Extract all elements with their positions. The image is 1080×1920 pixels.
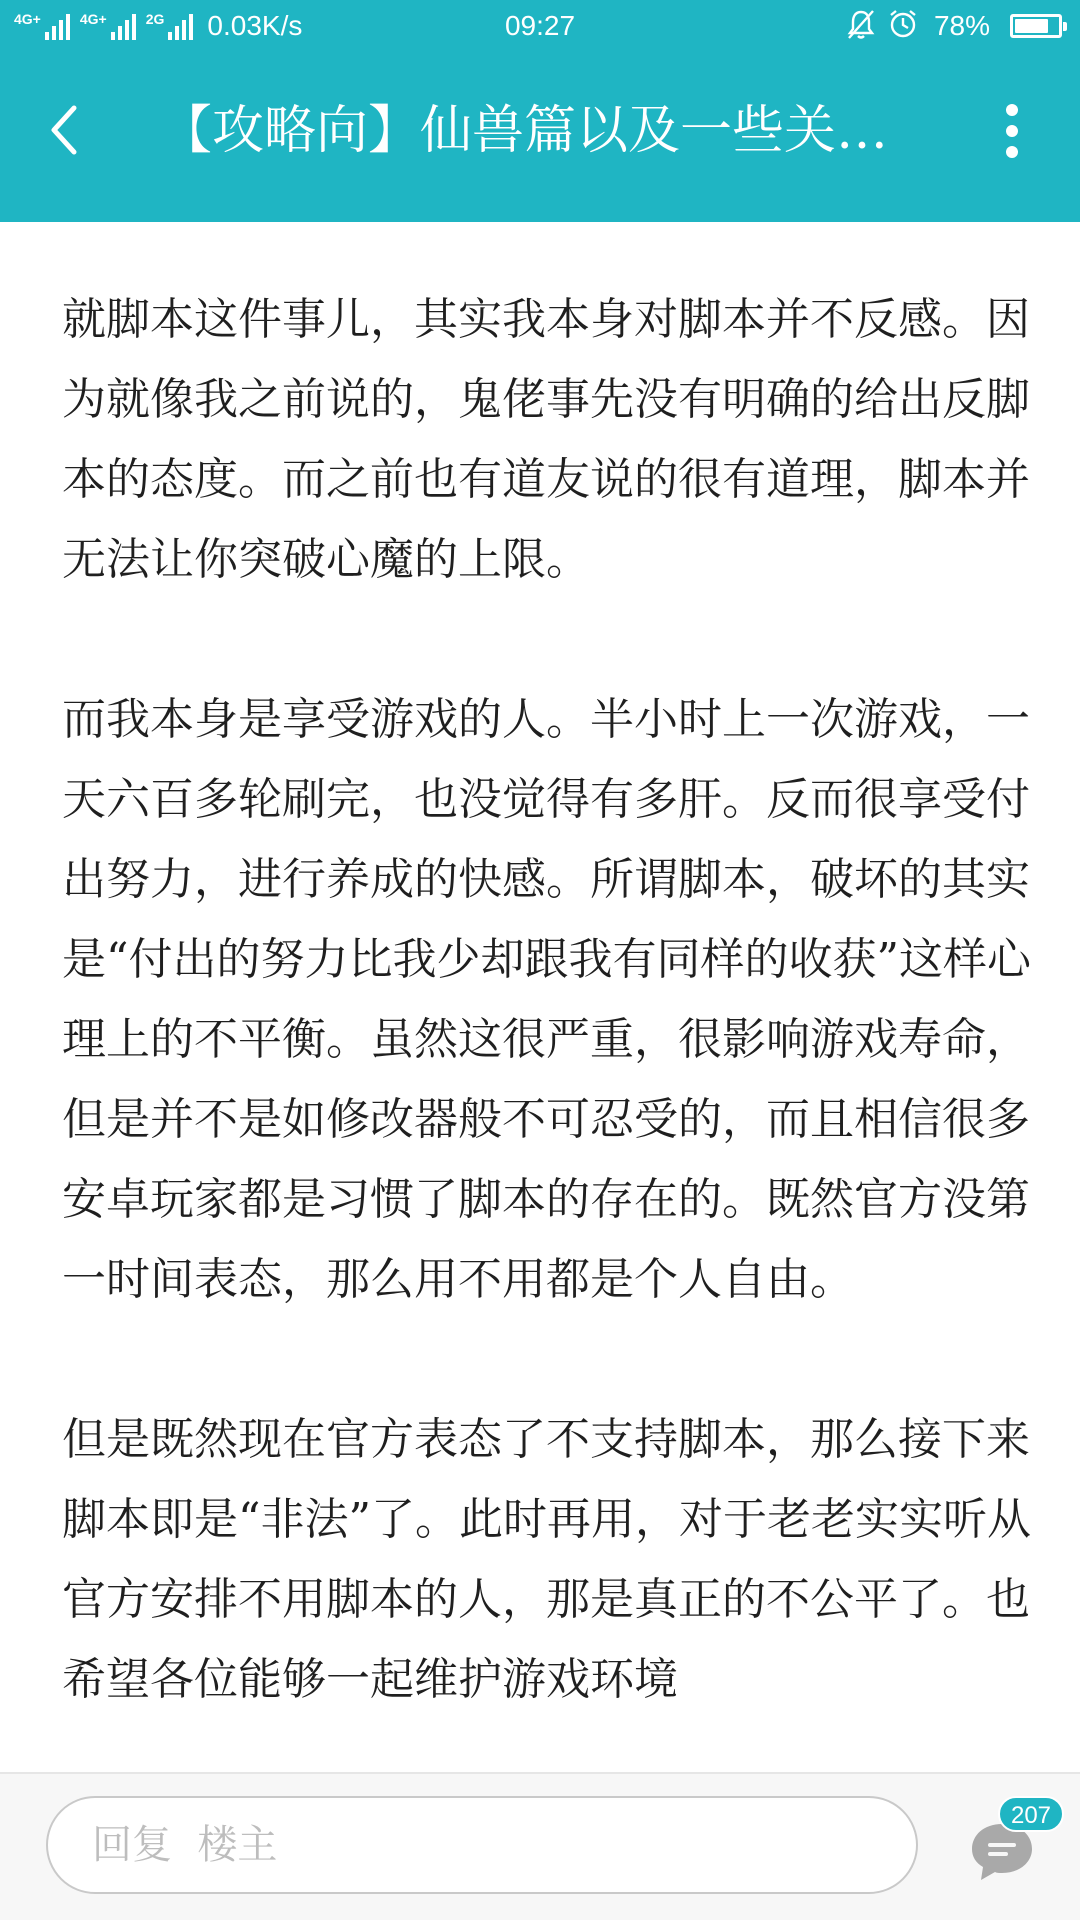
battery-icon — [1010, 14, 1062, 38]
chevron-left-icon — [44, 102, 84, 158]
network-speed: 0.03K/s — [207, 10, 303, 41]
status-bar — [0, 0, 1080, 52]
article-body — [62, 222, 1032, 1772]
status-right — [846, 6, 1062, 46]
reply-input[interactable] — [46, 1796, 918, 1894]
more-vertical-icon — [1006, 104, 1018, 158]
article-paragraph: 但是既然现在官方表态了不支持脚本，那么接下来脚本即是“非法”了。此时再用，对于老老实实听从官方安排不用脚本的人，那是真正的不公平了。也希望各位能够一起维护游戏环境 — [62, 1414, 1031, 1705]
article-paragraph: 就脚本这件事儿，其实我本身对脚本并不反感。因为就像我之前说的，鬼佬事先没有明确的给出反脚本的态度。而之前也有道友说的很有道理，脚本并无法让你突破心魔的上限。 — [62, 294, 1030, 585]
battery-fill — [1015, 19, 1048, 33]
reply-bar — [0, 1772, 1080, 1920]
battery-percent: 78% — [933, 10, 990, 41]
back-button[interactable] — [24, 90, 104, 170]
network-type-label: 4G+ — [14, 11, 41, 27]
article-paragraph: 而我本身是享受游戏的人。半小时上一次游戏，一天六百多轮刷完，也没觉得有多肝。反而很享受付出努力，进行养成的快感。所谓脚本，破坏的其实是“付出的努力比我少却跟我有同样的收获”这样心理上的不平衡。虽然这很严重，很影响游戏寿命，但是并不是如修改器般不可忍受的，而且相信很多安卓玩家都是习惯了脚本的存在的。既然官方没第一时间表态，那么用不用都是个人自由。 — [62, 694, 1031, 1305]
header — [0, 0, 1080, 222]
comment-count-badge: 207 — [998, 1796, 1064, 1832]
app-bar — [0, 52, 1080, 222]
status-time: 09:27 — [504, 10, 576, 41]
network-type-label: 4G+ — [79, 11, 107, 27]
network-type-label: 2G — [145, 11, 165, 27]
alarm-icon — [888, 8, 918, 44]
more-options-button[interactable] — [980, 96, 1044, 166]
mute-bell-icon — [846, 8, 876, 44]
page-title: 【攻略向】仙兽篇以及一些关… — [160, 101, 889, 161]
